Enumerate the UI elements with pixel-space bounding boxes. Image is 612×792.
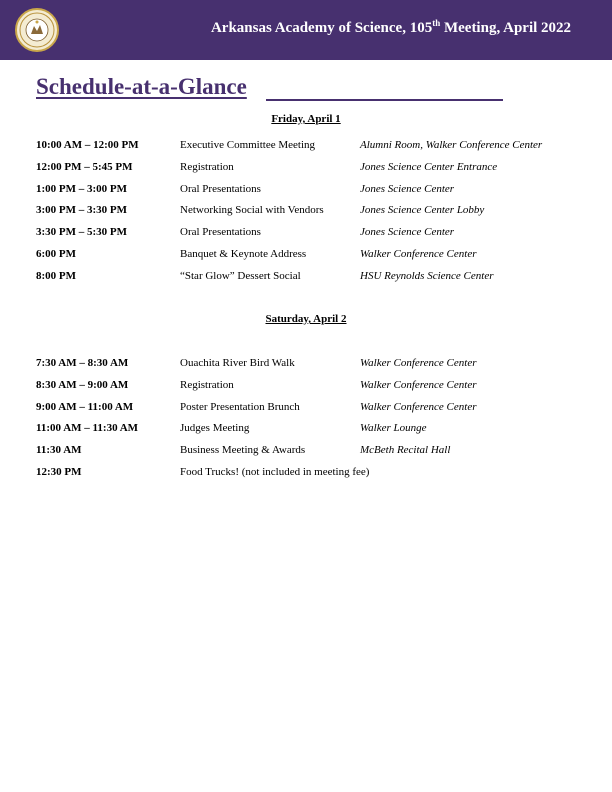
event-cell: Networking Social with Vendors xyxy=(180,204,324,217)
schedule-row xyxy=(0,444,612,460)
arkansas-academy-seal-icon xyxy=(15,8,59,52)
location-cell: Walker Conference Center xyxy=(360,357,477,369)
event-cell: Registration xyxy=(180,378,234,391)
time-cell: 11:00 AM – 11:30 AM xyxy=(36,422,139,435)
event-cell: Banquet & Keynote Address xyxy=(180,248,307,260)
location-cell: Walker Conference Center xyxy=(360,400,477,413)
event-cell: Oral Presentations xyxy=(180,182,261,195)
location-cell: Jones Science Center Lobby xyxy=(360,204,485,217)
time-cell: 10:00 AM – 12:00 PM xyxy=(36,139,139,151)
time-cell: 9:00 AM – 11:00 AM xyxy=(36,400,134,413)
time-cell: 6:00 PM xyxy=(36,248,77,260)
schedule-row xyxy=(0,139,612,155)
page-title: Schedule-at-a-Glance xyxy=(36,74,247,99)
schedule-row xyxy=(0,466,612,482)
event-cell: Business Meeting & Awards xyxy=(180,444,306,457)
day-heading: Saturday, April 2 xyxy=(265,313,347,325)
event-cell: Executive Committee Meeting xyxy=(180,139,316,151)
location-cell: McBeth Recital Hall xyxy=(360,444,451,457)
event-cell: Judges Meeting xyxy=(180,422,250,435)
time-cell: 7:30 AM – 8:30 AM xyxy=(36,357,129,369)
location-cell: Jones Science Center Entrance xyxy=(360,160,498,173)
location-cell: Jones Science Center xyxy=(360,226,455,239)
schedule-row xyxy=(0,226,612,242)
event-cell: Registration xyxy=(180,160,234,173)
day-heading: Friday, April 1 xyxy=(271,113,341,125)
location-cell: Walker Conference Center xyxy=(360,378,477,391)
location-cell: Walker Lounge xyxy=(360,422,427,435)
time-cell: 3:30 PM – 5:30 PM xyxy=(36,226,128,239)
time-cell: 8:30 AM – 9:00 AM xyxy=(36,378,129,391)
event-cell: Poster Presentation Brunch xyxy=(180,400,300,413)
schedule-row xyxy=(0,401,612,417)
time-cell: 11:30 AM xyxy=(36,444,82,457)
event-cell: Ouachita River Bird Walk xyxy=(180,357,295,369)
location-cell: Walker Conference Center xyxy=(360,248,477,260)
schedule-row xyxy=(0,161,612,177)
title-underline-rule xyxy=(266,99,503,101)
time-cell: 3:00 PM – 3:30 PM xyxy=(36,204,128,217)
header-banner xyxy=(0,0,612,60)
schedule-row xyxy=(0,183,612,199)
schedule-row xyxy=(0,379,612,395)
event-cell: Oral Presentations xyxy=(180,226,261,239)
time-cell: 12:00 PM – 5:45 PM xyxy=(36,160,133,173)
header-title: Arkansas Academy of Science, 105th Meeting, April 2022 xyxy=(210,18,572,36)
schedule-row xyxy=(0,204,612,220)
location-cell: Jones Science Center xyxy=(360,182,455,195)
schedule-row xyxy=(0,422,612,438)
schedule-row xyxy=(0,270,612,286)
time-cell: 8:00 PM xyxy=(36,269,77,282)
location-cell: Alumni Room, Walker Conference Center xyxy=(360,139,543,151)
time-cell: 12:30 PM xyxy=(36,466,82,478)
time-cell: 1:00 PM – 3:00 PM xyxy=(36,182,128,195)
event-cell: Food Trucks! (not included in meeting fee) xyxy=(180,466,370,478)
location-cell: HSU Reynolds Science Center xyxy=(360,269,494,282)
event-cell: “Star Glow” Dessert Social xyxy=(180,269,301,282)
schedule-row xyxy=(0,357,612,373)
schedule-row xyxy=(0,248,612,264)
